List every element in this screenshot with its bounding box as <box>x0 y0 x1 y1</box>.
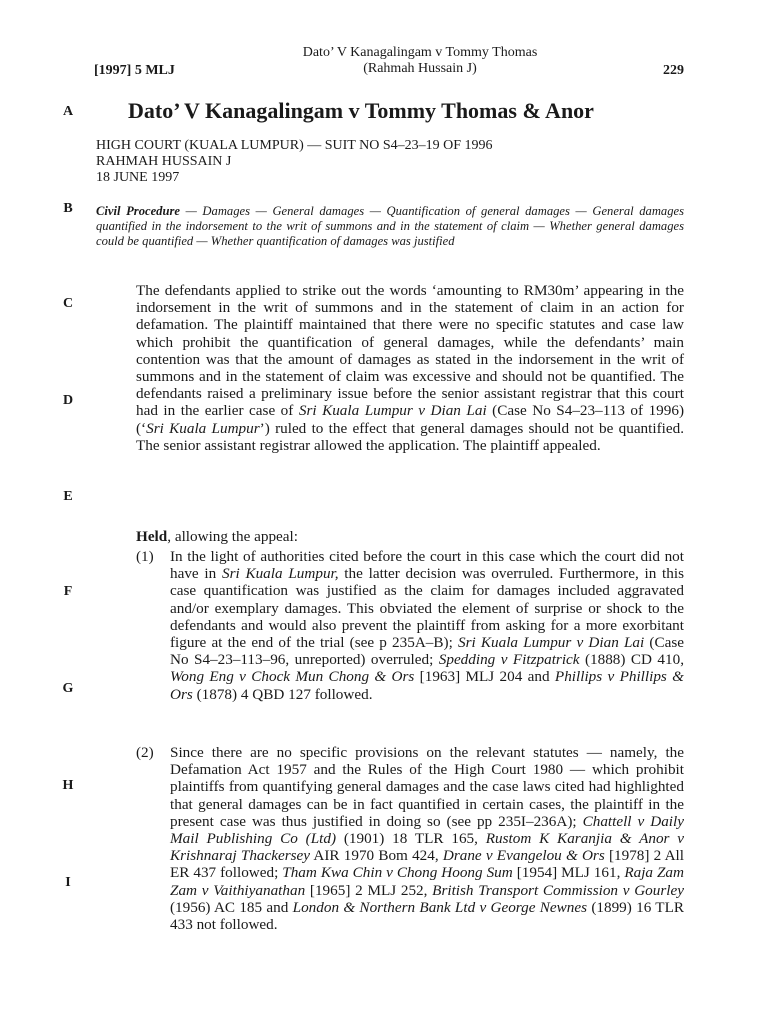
holding-text-part: the latter decision was overruled. Furthermore, in this case quantification was justified as the claim for damages included aggravated and/or exemplary damages. This obviated the element of surprise or shock to the defendants and would also prevent the plaintiff from asking for a more exorbitant figure at the end of the trial (see p 235A–B); <box>170 565 684 652</box>
header-case-info <box>200 45 640 77</box>
case-citation: Phillips v Phillips & Ors <box>170 668 684 703</box>
holding-text-part: (1888) CD 410, <box>579 651 684 669</box>
case-citation: Sri Kuala Lumpur <box>146 419 260 437</box>
holding-text-part: (1956) AC 185 and <box>170 898 293 916</box>
margin-letter-e: E <box>63 489 73 504</box>
case-citation: Spedding v Fitzpatrick <box>438 651 580 669</box>
holding-item-2 <box>136 744 684 933</box>
headnote-text: ’) ruled to the effect that general damages should not be quantified. The senior assistant registrar allowed the application. The plaintiff appealed. <box>136 419 685 454</box>
case-citation: Sri Kuala Lumpur, <box>221 565 339 583</box>
header-page-number: 229 <box>663 63 684 78</box>
case-title: Dato’ V Kanagalingam v Tommy Thomas & Anor <box>128 98 594 123</box>
holding-number: (1) <box>136 548 154 565</box>
margin-letter-c: C <box>62 296 74 311</box>
held-rest: , allowing the appeal: <box>167 528 298 545</box>
holding-text-part: (1901) 18 TLR 165, <box>336 830 486 848</box>
holding-text-part: AIR 1970 Bom 424, <box>310 847 443 865</box>
case-citation: Drane v Evangelou & Ors <box>442 847 605 865</box>
headnote-paragraph <box>136 282 684 454</box>
holding-text-part: In the light of authorities cited before the court in this case which the court did not have in <box>170 548 684 583</box>
header-judge-short: (Rahmah Hussain J) <box>363 61 477 76</box>
held-label: Held <box>136 528 168 545</box>
holding-item-1 <box>136 548 684 703</box>
headnote-text: The defendants applied to strike out the words ‘amounting to RM30m’ appearing in the indorsement in the writ of summons and in the statement of claim in an action for defamation. The plaintiff maintained that there were no specific statutes and case law which prohibit the quantification of general damages, while the defendants’ main contention was that the amount of damages as stated in the indorsement in the writ of summons and in the statement of claim was excessive and should not be quantified. The defendants raised a preliminary issue before the senior assistant registrar that this court had in the earlier case of <box>136 282 684 420</box>
holding-text-part: [1963] MLJ 204 and <box>414 668 555 686</box>
case-citation: Raja Zam Zam v Vaithiyanathan <box>170 864 684 899</box>
court-details <box>96 138 493 186</box>
holding-text-part: (1878) 4 QBD 127 followed. <box>192 685 373 703</box>
holding-number: (2) <box>136 744 154 761</box>
margin-letter-g: G <box>62 681 74 696</box>
holding-text-part: [1978] 2 All ER 437 followed; <box>170 847 684 882</box>
catchwords-subject: Civil Procedure <box>96 204 180 218</box>
holding-text <box>170 744 684 933</box>
holding-text-part: (1899) 16 TLR 433 not followed. <box>170 898 684 934</box>
margin-letter-a: A <box>62 104 74 119</box>
header-citation: [1997] 5 MLJ <box>94 63 175 78</box>
holding-text-part: Since there are no specific provisions on the relevant statutes — namely, the Defamation Act 1957 and the Rules of the High Court 1980 — which prohibit plaintiffs from quantifying general damages and the case laws cited had highlighted that general damages can be in fact quantified in certain cases, the plaintiff in the present case was thus justified in doing so (see pp 235I–236A); <box>170 744 684 830</box>
headnote-text: (Case No S4–23–113 of 1996) (‘ <box>136 402 685 437</box>
holding-text-part: [1965] 2 MLJ 252, <box>305 881 433 899</box>
holding-text-part: (Case No S4–23–113–96, unreported) overruled; <box>170 634 684 669</box>
header-case-short: Dato’ V Kanagalingam v Tommy Thomas <box>302 45 538 60</box>
case-citation: Sri Kuala Lumpur v Dian Lai <box>298 402 487 420</box>
catchwords-text: — Damages — General damages — Quantification of general damages — General damages quantified in the indorsement to the writ of summons and in the statement of claim — Whether general damages could be quantified — Whether quantification of damages was justified <box>96 204 685 248</box>
case-citation: Sri Kuala Lumpur v Dian Lai <box>457 634 645 652</box>
margin-letter-f: F <box>63 584 73 599</box>
case-citation: London & Northern Bank Ltd v George Newnes <box>292 898 588 916</box>
margin-letter-b: B <box>63 201 73 216</box>
margin-letter-i: I <box>65 875 71 890</box>
held-line <box>136 528 298 546</box>
case-citation: Wong Eng v Chock Mun Chong & Ors <box>170 668 415 686</box>
case-citation: Chattell v Daily Mail Publishing Co (Ltd) <box>170 812 684 848</box>
court-date-line: 18 JUNE 1997 <box>96 170 180 185</box>
court-judge-line: RAHMAH HUSSAIN J <box>96 154 232 169</box>
margin-letter-h: H <box>62 778 74 793</box>
holding-text-part: [1954] MLJ 161, <box>512 864 625 882</box>
case-citation: British Transport Commission v Gourley <box>432 881 684 899</box>
catchwords <box>96 204 684 249</box>
case-citation: Rustom K Karanjia & Anor v Krishnaraj Thackersey <box>170 830 684 865</box>
margin-letter-d: D <box>62 393 74 408</box>
case-citation: Tham Kwa Chin v Chong Hoong Sum <box>282 864 513 882</box>
holding-text <box>170 548 684 703</box>
court-suit-line: HIGH COURT (KUALA LUMPUR) — SUIT NO S4–23–19 OF 1996 <box>96 138 493 153</box>
